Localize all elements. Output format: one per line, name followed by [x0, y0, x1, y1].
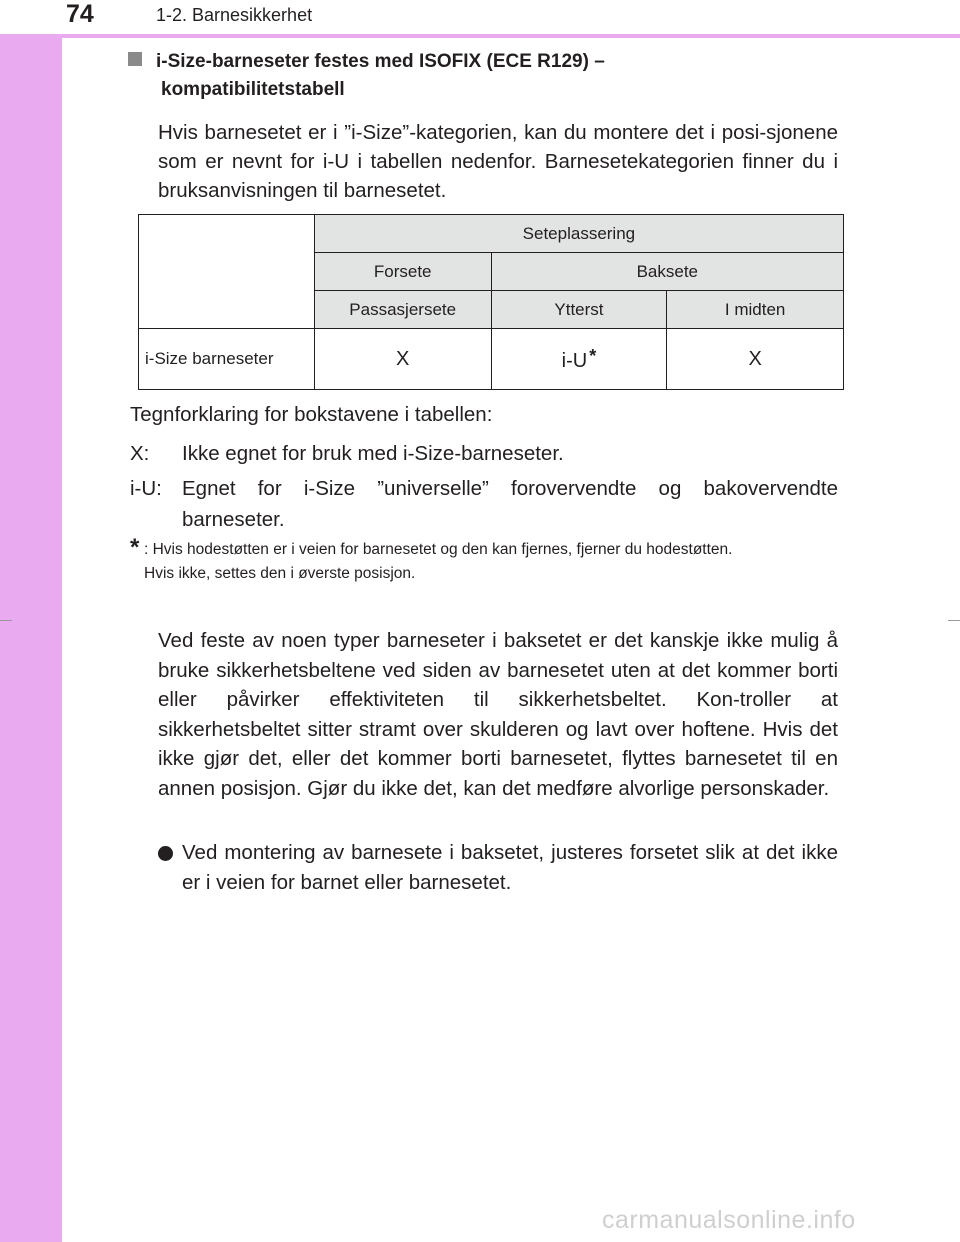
footnote-marker: *	[589, 345, 597, 366]
intro-paragraph: Hvis barnesetet er i ”i-Size”-kategorien, kan du montere det i posi-sjonene som er nevnt for i-U i tabellen nedenfor. Barnesetekategorien finner du i bruksanvisningen til barnesetet.	[158, 121, 838, 202]
header-outer-seat: Ytterst	[491, 291, 667, 329]
compatibility-table	[138, 214, 844, 390]
subsection-heading	[128, 48, 605, 104]
footnote-star-icon: *	[130, 534, 140, 561]
legend-text: Ikke egnet for bruk med i-Size-barneseter.	[182, 442, 564, 465]
cell-passenger-value: X	[314, 329, 491, 390]
section-title: 1-2. Barnesikkerhet	[156, 5, 313, 25]
row-label-isize: i-Size barneseter	[139, 329, 315, 390]
header-band	[0, 0, 960, 36]
header-front-seat: Forsete	[314, 253, 491, 291]
legend-key: X:	[130, 442, 150, 465]
cell-outer-value	[491, 329, 667, 390]
page-number: 74	[66, 0, 94, 28]
sidebar-band	[0, 0, 62, 1242]
header-rule	[0, 34, 960, 38]
table-row	[139, 329, 844, 390]
heading-square-icon	[128, 52, 142, 66]
footnote	[130, 534, 838, 586]
legend-item-iu	[130, 473, 838, 535]
table-corner-cell	[139, 215, 315, 329]
bullet-item	[158, 838, 838, 897]
header-middle-seat: I midten	[667, 291, 844, 329]
header-seat-placement: Seteplassering	[314, 215, 843, 253]
footnote-line-2: Hvis ikke, settes den i øverste posisjon.	[144, 565, 416, 582]
crop-mark-right	[948, 620, 960, 621]
cell-middle-value: X	[667, 329, 844, 390]
crop-mark-left	[0, 620, 12, 621]
watermark: carmanualsonline.info	[602, 1206, 856, 1234]
bullet-text: Ved montering av barnesete i baksetet, justeres forsetet slik at det ikke er i veien for barnet eller barnesetet.	[182, 841, 838, 894]
legend-key: i-U:	[130, 477, 162, 500]
bullet-dot-icon	[158, 846, 173, 861]
legend-item-x	[130, 438, 838, 469]
header-rear-seat: Baksete	[491, 253, 843, 291]
body-paragraph: Ved feste av noen typer barneseter i baksetet er det kanskje ikke mulig å bruke sikkerhetsbeltene ved siden av barnesetet uten at det kommer borti eller påvirker effektiviteten til sikkerhetsbeltet. Kon-troller at sikkerhetsbeltet sitter stramt over skulderen og lavt over hoftene. Hvis det ikke gjør det, eller det kommer borti barnesetet, flyttes barnesetet til en annen posisjon. Gjør du ikke det, kan det medføre alvorlige personskader.	[158, 629, 838, 800]
legend-title: Tegnforklaring for bokstavene i tabellen:	[130, 403, 493, 426]
header-passenger-seat: Passasjersete	[314, 291, 491, 329]
footnote-line-1: : Hvis hodestøtten er i veien for barnesetet og den kan fjernes, fjerner du hodestøtten.	[144, 541, 733, 558]
cell-outer-text: i-U	[561, 349, 588, 372]
heading-line-1: i-Size-barneseter festes med ISOFIX (ECE R129) –	[156, 51, 605, 72]
legend-text: Egnet for i-Size ”universelle” forovervendte og bakovervendte barneseter.	[182, 477, 838, 531]
heading-line-2: kompatibilitetstabell	[161, 79, 345, 100]
